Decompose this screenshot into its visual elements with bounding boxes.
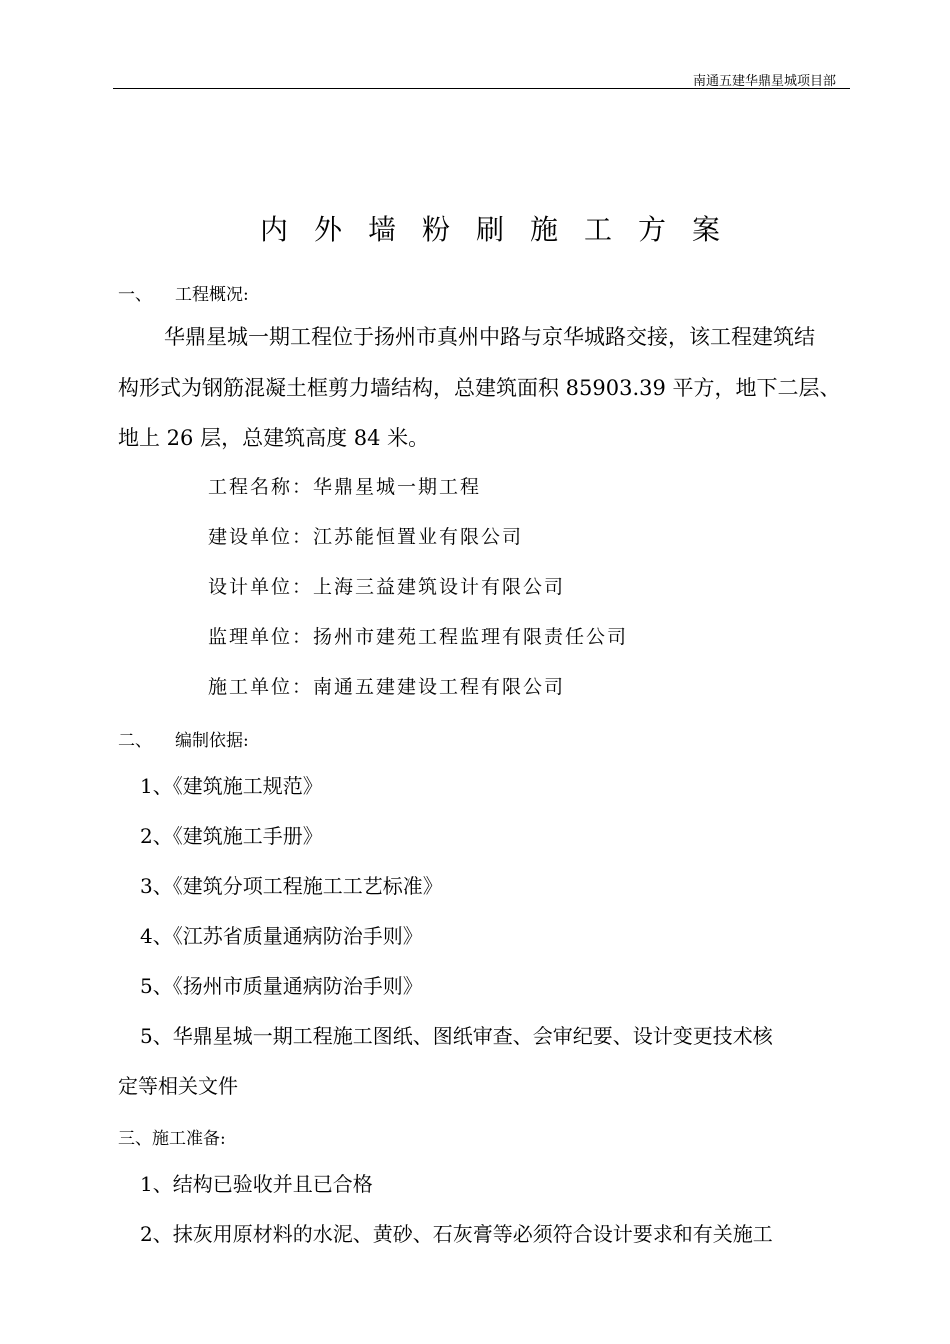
- header-rule: [113, 88, 850, 89]
- overview-line-2: 构形式为钢筋混凝土框剪力墙结构，总建筑面积 85903.39 平方，地下二层、: [118, 376, 841, 400]
- project-name: 工程名称：华鼎星城一期工程: [208, 476, 482, 498]
- basis-item-4: 4、《江苏省质量通病防治手则》: [140, 924, 423, 948]
- prep-item-1: 1、结构已验收并且已合格: [140, 1172, 373, 1196]
- basis-item-6: 5、华鼎星城一期工程施工图纸、图纸审查、会审纪要、设计变更技术核: [140, 1024, 773, 1048]
- section-3-heading: 三、施工准备:: [118, 1129, 226, 1149]
- section-1-heading: [118, 280, 249, 305]
- section-2-number: 二、: [118, 731, 152, 751]
- document-title: 内外墙粉刷施工方案: [260, 213, 747, 246]
- section-2-title: 编制依据:: [175, 731, 249, 751]
- overview-line-1: 华鼎星城一期工程位于扬州市真州中路与京华城路交接，该工程建筑结: [164, 325, 815, 349]
- basis-item-5: 5、《扬州市质量通病防治手则》: [140, 974, 423, 998]
- overview-line-3: 地上 26 层，总建筑高度 84 米。: [118, 426, 430, 450]
- basis-item-1: 1、《建筑施工规范》: [140, 774, 323, 798]
- design-unit: 设计单位：上海三益建筑设计有限公司: [208, 576, 566, 598]
- developer-unit: 建设单位：江苏能恒置业有限公司: [208, 526, 524, 548]
- supervision-unit: 监理单位：扬州市建苑工程监理有限责任公司: [208, 626, 629, 648]
- basis-item-3: 3、《建筑分项工程施工工艺标准》: [140, 874, 443, 898]
- prep-item-2: 2、抹灰用原材料的水泥、黄砂、石灰膏等必须符合设计要求和有关施工: [140, 1222, 773, 1246]
- header-company: 南通五建华鼎星城项目部: [692, 74, 836, 89]
- section-1-number: 一、: [118, 285, 152, 305]
- construction-unit: 施工单位：南通五建建设工程有限公司: [208, 676, 566, 698]
- basis-item-2: 2、《建筑施工手册》: [140, 824, 323, 848]
- basis-item-6-continued: 定等相关文件: [118, 1074, 238, 1098]
- section-2-heading: [118, 726, 249, 751]
- section-1-title: 工程概况:: [175, 285, 249, 305]
